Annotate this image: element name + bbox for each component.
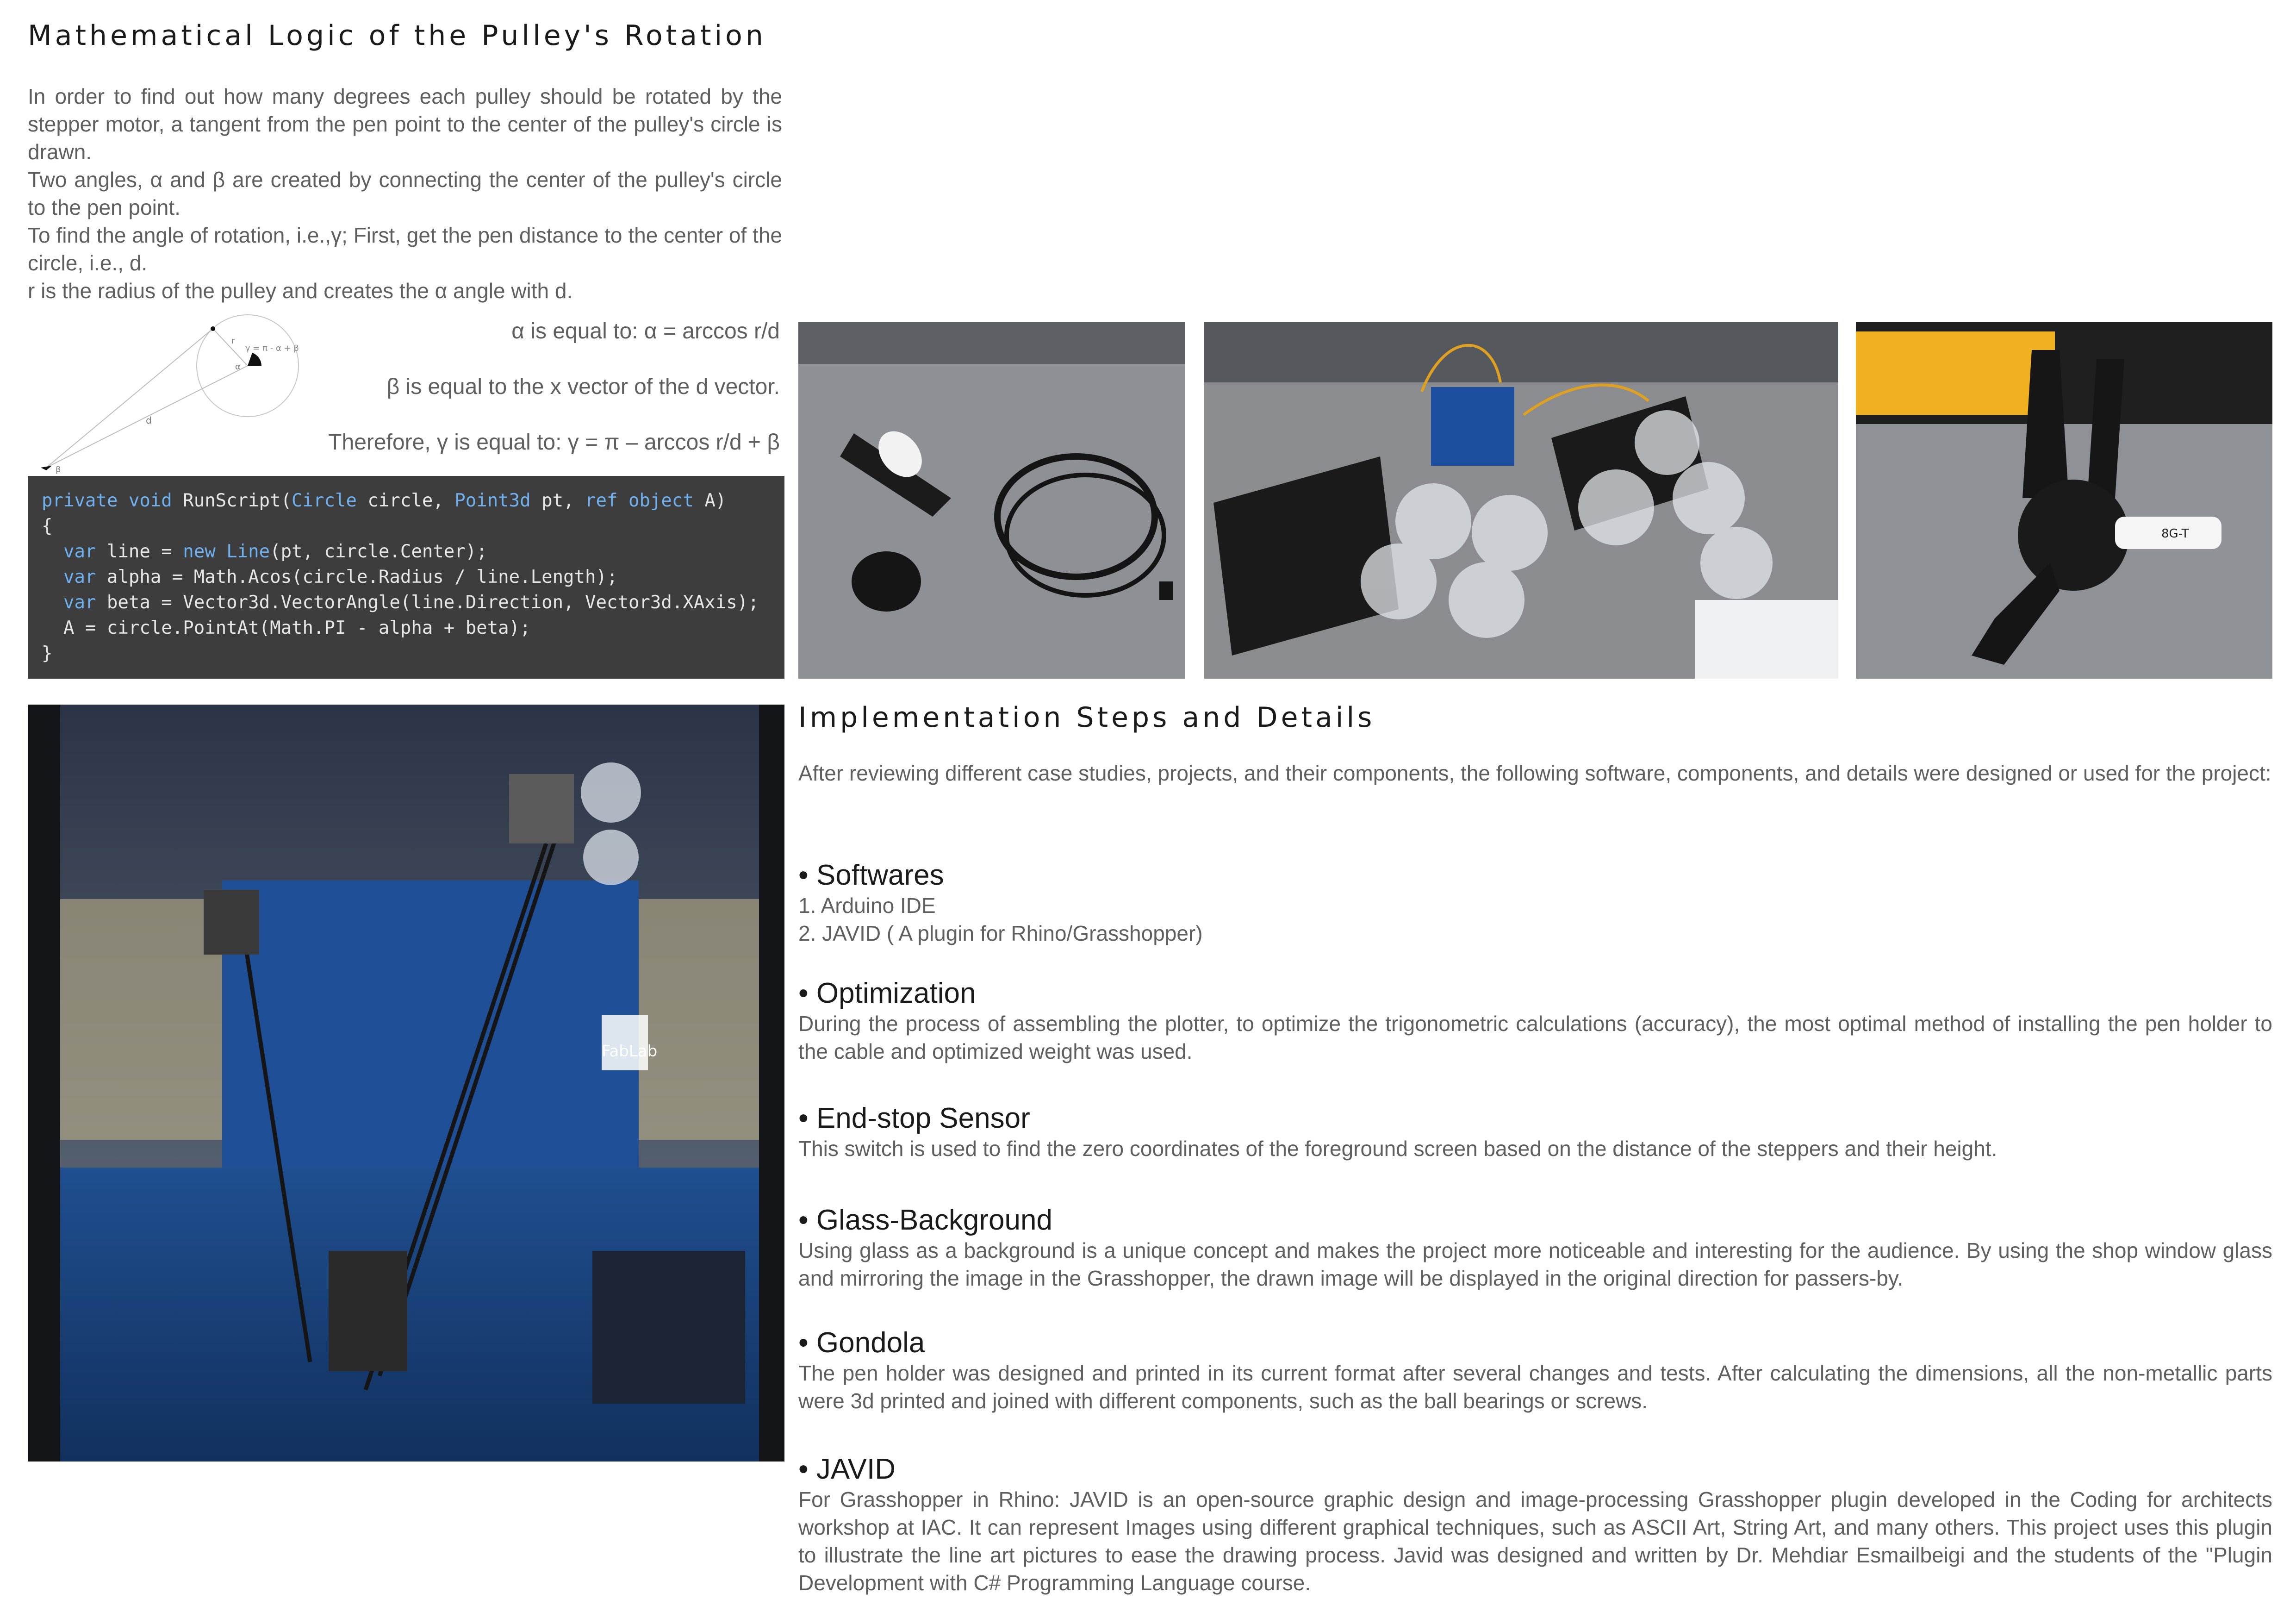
paragraph: To find the angle of rotation, i.e.,γ; First, get the pen distance to the center of the circle, i.e., d.: [28, 223, 782, 275]
gondola-section: [798, 1326, 2272, 1415]
section-text: During the process of assembling the plotter, to optimize the trigonometric calculations (accuracy), the most optimal method of installing the pen holder to the cable and optimized weight was used.: [798, 1012, 2272, 1063]
paragraph: Two angles, α and β are created by connecting the center of the pulley's circle to the pen point.: [28, 168, 782, 219]
javid-section: [798, 1453, 2272, 1597]
code-line-5: var beta = Vector3d.VectorAngle(line.Direction, Vector3d.XAxis);: [63, 592, 759, 613]
implementation-intro: After reviewing different case studies, projects, and their components, the following software, components, and details were designed or used for the project:: [798, 761, 2271, 785]
beta-label: β: [56, 465, 61, 475]
paragraph: In order to find out how many degrees each pulley should be rotated by the stepper motor, a tangent from the pen point to the center of the pulley's circle is drawn.: [28, 84, 782, 164]
section-text: For Grasshopper in Rhino: JAVID is an open-source graphic design and image-processing Grasshopper plugin developed in the Coding for architects workshop at IAC. It can represent Images using different graphical techniques, such as ASCII Art, String Art, and many others. This project uses this plugin to illustrate the line art pictures to ease the drawing process. Javid was designed and written by Dr. Mehdiar Esmailbeigi and the students of the "Plugin Development with C# Programming Language course.: [798, 1487, 2272, 1595]
code-line-7: }: [42, 643, 53, 664]
section-text: This switch is used to find the zero coordinates of the foreground screen based on the distance of the steppers and their height.: [798, 1137, 1997, 1161]
gondola-pen-holder-photo: [1856, 322, 2272, 679]
code-line-3: var line = new Line(pt, circle.Center);: [63, 541, 487, 562]
endstop-sensor-section: [798, 1102, 2272, 1162]
section-heading: • Softwares: [798, 859, 944, 891]
section-text: The pen holder was designed and printed in its current format after several changes and tests. After calculating the dimensions, all the non-metallic parts were 3d printed and joined with different components, such as the ball bearings or screws.: [798, 1361, 2272, 1413]
section-text: Using glass as a background is a unique concept and makes the project more noticeable and interesting for the audience. By using the shop window glass and mirroring the image in the Grasshopper, the drawn image will be displayed in the original direction for passers-by.: [798, 1238, 2272, 1290]
code-line-4: var alpha = Math.Acos(circle.Radius / line.Length);: [63, 567, 618, 587]
section-title-pulley-rotation: Mathematical Logic of the Pulley's Rotation: [28, 19, 766, 52]
code-line-2: {: [42, 516, 53, 537]
pulley-geometry-diagram: [28, 310, 315, 481]
paragraph: r is the radius of the pulley and creates the α angle with d.: [28, 279, 573, 303]
fablab-sign-text: FabLab: [602, 1042, 658, 1061]
glass-background-section: [798, 1204, 2272, 1292]
stepper-drivers-photo: [1204, 322, 1838, 679]
section-title-implementation: Implementation Steps and Details: [798, 701, 1375, 734]
alpha-label: α: [235, 362, 241, 372]
angle-equation-1: α is equal to: α = arccos r/d: [511, 319, 780, 344]
angle-equation-3: Therefore, γ is equal to: γ = π – arccos r/d + β: [328, 430, 780, 455]
plotter-installation-photo: [28, 705, 784, 1462]
section-heading: • Gondola: [798, 1327, 925, 1359]
section-heading: • Optimization: [798, 977, 976, 1009]
code-line-6: A = circle.PointAt(Math.PI - alpha + beta);: [63, 618, 531, 638]
pulley-rotation-description: [28, 82, 782, 305]
angle-equation-2: β is equal to the x vector of the d vector.: [386, 375, 780, 399]
softwares-section: [798, 859, 2272, 947]
optimization-section: [798, 977, 2272, 1065]
r-label: r: [231, 336, 235, 346]
list-item: 2. JAVID ( A plugin for Rhino/Grasshopper): [798, 921, 1203, 945]
section-heading: • End-stop Sensor: [798, 1102, 1030, 1134]
csharp-code-block: [28, 476, 784, 679]
marker-label: 8G-T: [2161, 527, 2189, 541]
list-item: 1. Arduino IDE: [798, 893, 936, 918]
code-line-1: private void RunScript(Circle circle, Point3d pt, ref object A): [42, 490, 727, 511]
pen-holder-parts-photo: [798, 322, 1185, 679]
d-label: d: [146, 415, 152, 426]
section-heading: • JAVID: [798, 1453, 896, 1485]
gamma-formula-label: γ = π - α + β: [245, 344, 299, 353]
section-heading: • Glass-Background: [798, 1204, 1052, 1236]
